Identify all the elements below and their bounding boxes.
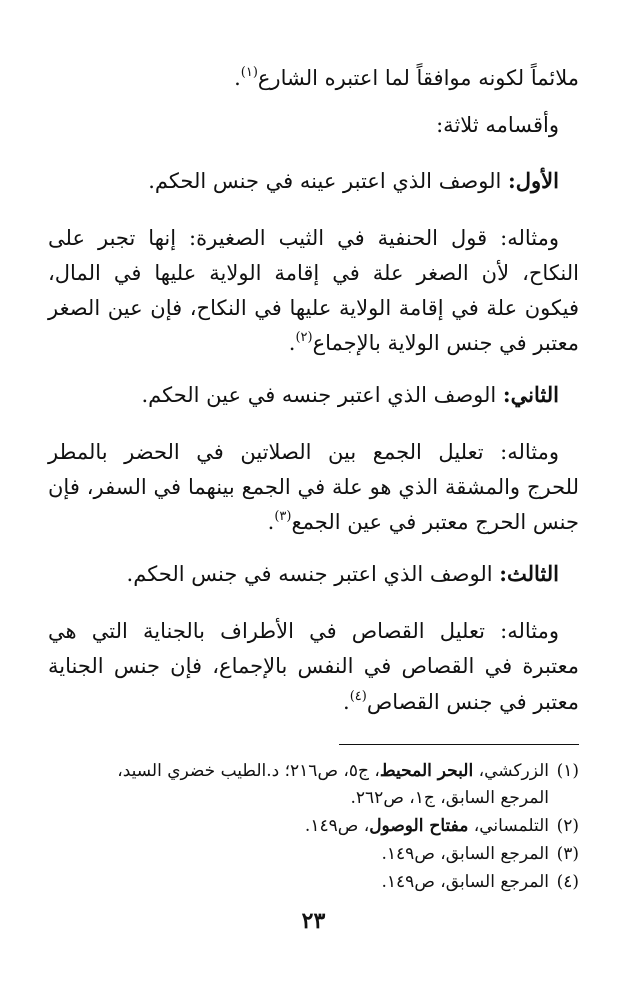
footnote-1-number: (١) [556,761,579,781]
intro-period: . [234,66,241,90]
first-head: الأول: [508,168,559,193]
sections-intro [48,111,559,139]
footnote-3 [48,842,579,866]
third-text: الوصف الذي اعتبر جنسه في جنس الحكم. [126,562,493,586]
footnote-ref-2[interactable]: (٢) [295,330,313,345]
footnote-2-details: ، ص١٤٩. [304,816,370,836]
footnote-1 [48,759,579,783]
footnote-2 [48,814,579,838]
footnote-1-details: ، ج٥، ص٢١٦؛ د.الطيب خضري السيد، [117,761,380,781]
first-text: الوصف الذي اعتبر عينه في جنس الحكم. [148,169,502,193]
third-example-line-2: معتبرة في القصاص في النفس بالإجماع، فإن جنس الجناية [48,654,579,678]
first-example-line-3: فيكون علة في إقامة الولاية عليها في النكاح، فإن عين الصغر [48,296,579,320]
footnote-2-author: التلمساني، [468,816,549,836]
third-example-last: معتبر في جنس القصاص [366,690,579,714]
third-head: الثالث: [499,561,559,586]
third-period: . [343,690,350,714]
footnote-4-number: (٤) [556,872,579,892]
footnote-4 [48,870,579,894]
footnote-3-text: المرجع السابق، ص١٤٩. [381,844,549,864]
second-example-line-1: ومثاله: تعليل الجمع بين الصلاتين في الحضر بالمطر [48,440,559,464]
footnote-1-author: الزركشي، [473,761,549,781]
first-example-line-1: ومثاله: قول الحنفية في الثيب الصغيرة: إنها تجبر على [48,226,559,250]
page-number: ٢٣ [301,908,326,934]
first-example-last: معتبر في جنس الولاية بالإجماع [312,331,579,355]
second-example-line-3 [48,508,579,536]
second-heading-line [48,381,559,409]
sections-intro-text: وأقسامه ثلاثة: [436,113,559,137]
intro-line [48,64,579,92]
third-heading-line [48,560,559,588]
footnote-divider [339,744,579,745]
intro-text: ملائماً لكونه موافقاً لما اعتبره الشارع [257,66,579,90]
second-head: الثاني: [502,382,559,407]
footnote-1-line-2: المرجع السابق، ج١، ص٢٦٢. [350,788,549,808]
footnote-ref-1[interactable]: (١) [240,65,258,80]
footnote-4-text: المرجع السابق، ص١٤٩. [381,872,549,892]
second-example-last: جنس الحرج معتبر في عين الجمع [291,510,579,534]
first-period: . [288,331,296,355]
first-example-line-4 [48,329,579,357]
footnote-1-book: البحر المحيط [379,761,474,781]
footnote-3-number: (٣) [556,844,579,864]
third-example-line-3 [48,688,579,716]
first-heading-line [48,167,559,195]
footnote-2-number: (٢) [556,816,579,836]
footnote-ref-4[interactable]: (٤) [349,689,367,704]
third-example-line-1: ومثاله: تعليل القصاص في الأطراف بالجناية التي هي [48,619,559,643]
second-period: . [267,510,275,534]
second-example-line-2: للحرج والمشقة الذي هو علة في الجمع بينهما في السفر، فإن [48,475,579,499]
footnote-2-book: مفتاح الوصول [369,816,469,836]
footnote-ref-3[interactable]: (٣) [274,509,292,524]
first-example-line-2: النكاح، لأن الصغر علة في إقامة الولاية عليها في المال، [48,261,579,285]
second-text: الوصف الذي اعتبر جنسه في عين الحكم. [141,383,497,407]
